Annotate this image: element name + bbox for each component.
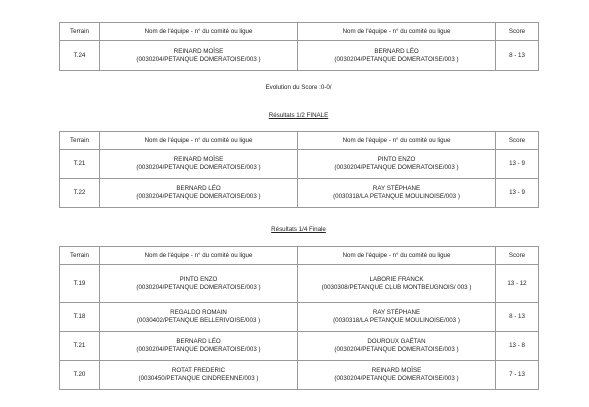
header-score: Score	[496, 247, 539, 265]
team1-name: ROTAT FREDERIC	[171, 367, 226, 375]
team1-name: REGALDO ROMAIN	[170, 309, 227, 317]
terrain-cell: T.19	[60, 265, 100, 303]
score-cell: 13 - 9	[496, 179, 539, 208]
table-header-row	[60, 247, 539, 265]
team2-club: (0030204/PETANQUE DOMERATOISE/003 )	[334, 55, 459, 63]
team1-club: (0030204/PETANQUE DOMERATOISE/003 )	[136, 346, 261, 353]
score-cell: 7 - 13	[496, 361, 539, 390]
team2-cell	[298, 332, 496, 361]
table-row	[60, 303, 539, 332]
team1-club: (0030450/PETANQUE CINDREENNE/003 )	[138, 375, 259, 382]
header-team2: Nom de l'équipe - n° du comité ou ligue	[298, 23, 496, 41]
header-team2: Nom de l'équipe - n° du comité ou ligue	[298, 132, 496, 150]
team1-club: (0030204/PETANQUE DOMERATOISE/003 )	[136, 193, 261, 200]
team2-cell	[298, 303, 496, 332]
team2-cell	[298, 150, 496, 179]
team1-name: BERNARD LÉO	[176, 185, 221, 193]
header-terrain: Terrain	[60, 23, 100, 41]
header-team1: Nom de l'équipe - n° du comité ou ligue	[100, 247, 298, 265]
team2-club: (0030204/PETANQUE DOMERATOISE/003 )	[334, 375, 459, 382]
team1-name: BERNARD LÉO	[176, 338, 221, 346]
score-cell: 13 - 9	[496, 150, 539, 179]
header-team2: Nom de l'équipe - n° du comité ou ligue	[298, 247, 496, 265]
team2-name: PINTO ENZO	[377, 156, 416, 164]
team2-cell	[298, 361, 496, 390]
score-cell: 13 - 12	[496, 265, 539, 303]
terrain-cell: T.22	[60, 179, 100, 208]
table-row	[60, 179, 539, 208]
table-row	[60, 150, 539, 179]
score-evolution-text: Evolution du Score :0-0/	[265, 84, 332, 91]
team1-cell	[100, 150, 298, 179]
team2-name: RAY STÉPHANE	[372, 185, 421, 193]
team1-cell	[100, 41, 298, 71]
table-row	[60, 265, 539, 303]
quarter-final-title: Résultats 1/4 Finale	[271, 226, 326, 233]
header-terrain: Terrain	[60, 132, 100, 150]
score-cell: 13 - 8	[496, 332, 539, 361]
team2-cell	[298, 179, 496, 208]
terrain-cell: T.24	[60, 41, 100, 71]
team1-name: REINARD MOÏSE	[173, 47, 224, 55]
team2-name: LABORIE FRANCK	[369, 275, 424, 283]
header-score: Score	[496, 132, 539, 150]
team1-cell	[100, 265, 298, 303]
team2-club: (0030318/LA PETANQUE MOULINOISE/003 )	[333, 317, 460, 324]
semi-final-results-table	[59, 131, 539, 208]
terrain-cell: T.20	[60, 361, 100, 390]
score-cell: 8 - 13	[496, 303, 539, 332]
team2-cell	[298, 265, 496, 303]
team1-cell	[100, 361, 298, 390]
team2-name: RAY STÉPHANE	[372, 309, 421, 317]
header-team1: Nom de l'équipe - n° du comité ou ligue	[100, 132, 298, 150]
team1-club: (0030204/PETANQUE DOMERATOISE/003 )	[136, 283, 261, 291]
header-team1: Nom de l'équipe - n° du comité ou ligue	[100, 23, 298, 41]
table-row	[60, 41, 539, 71]
team2-club: (0030204/PETANQUE DOMERATOISE/003 )	[334, 164, 459, 171]
header-terrain: Terrain	[60, 247, 100, 265]
table-row	[60, 332, 539, 361]
terrain-cell: T.21	[60, 332, 100, 361]
team2-club: (0030308/PETANQUE CLUB MONTBEUGNOIS/ 003 )	[321, 283, 472, 291]
team1-club: (0030402/PETANQUE BELLERIVOISE/003 )	[136, 317, 261, 324]
terrain-cell: T.18	[60, 303, 100, 332]
team1-cell	[100, 332, 298, 361]
team1-name: REINARD MOÏSE	[173, 156, 224, 164]
team2-club: (0030318/LA PETANQUE MOULINOISE/003 )	[333, 193, 460, 200]
team2-name: DOUROUX GAËTAN	[367, 338, 426, 346]
terrain-cell: T.21	[60, 150, 100, 179]
team1-name: PINTO ENZO	[179, 275, 218, 283]
team2-club: (0030204/PETANQUE DOMERATOISE/003 )	[334, 346, 459, 353]
quarter-final-results-table	[59, 246, 539, 390]
header-score: Score	[496, 23, 539, 41]
team2-name: REINARD MOÏSE	[371, 367, 422, 375]
semi-final-title: Résultats 1/2 FINALE	[268, 112, 329, 119]
table-header-row	[60, 23, 539, 41]
final-results-table	[59, 22, 539, 71]
team2-cell	[298, 41, 496, 71]
table-header-row	[60, 132, 539, 150]
team1-club: (0030204/PETANQUE DOMERATOISE/003 )	[136, 164, 261, 171]
team1-cell	[100, 179, 298, 208]
team1-club: (0030204/PETANQUE DOMERATOISE/003 )	[136, 55, 261, 63]
team2-name: BERNARD LÉO	[374, 47, 419, 55]
table-row	[60, 361, 539, 390]
score-cell: 8 - 13	[496, 41, 539, 71]
team1-cell	[100, 303, 298, 332]
